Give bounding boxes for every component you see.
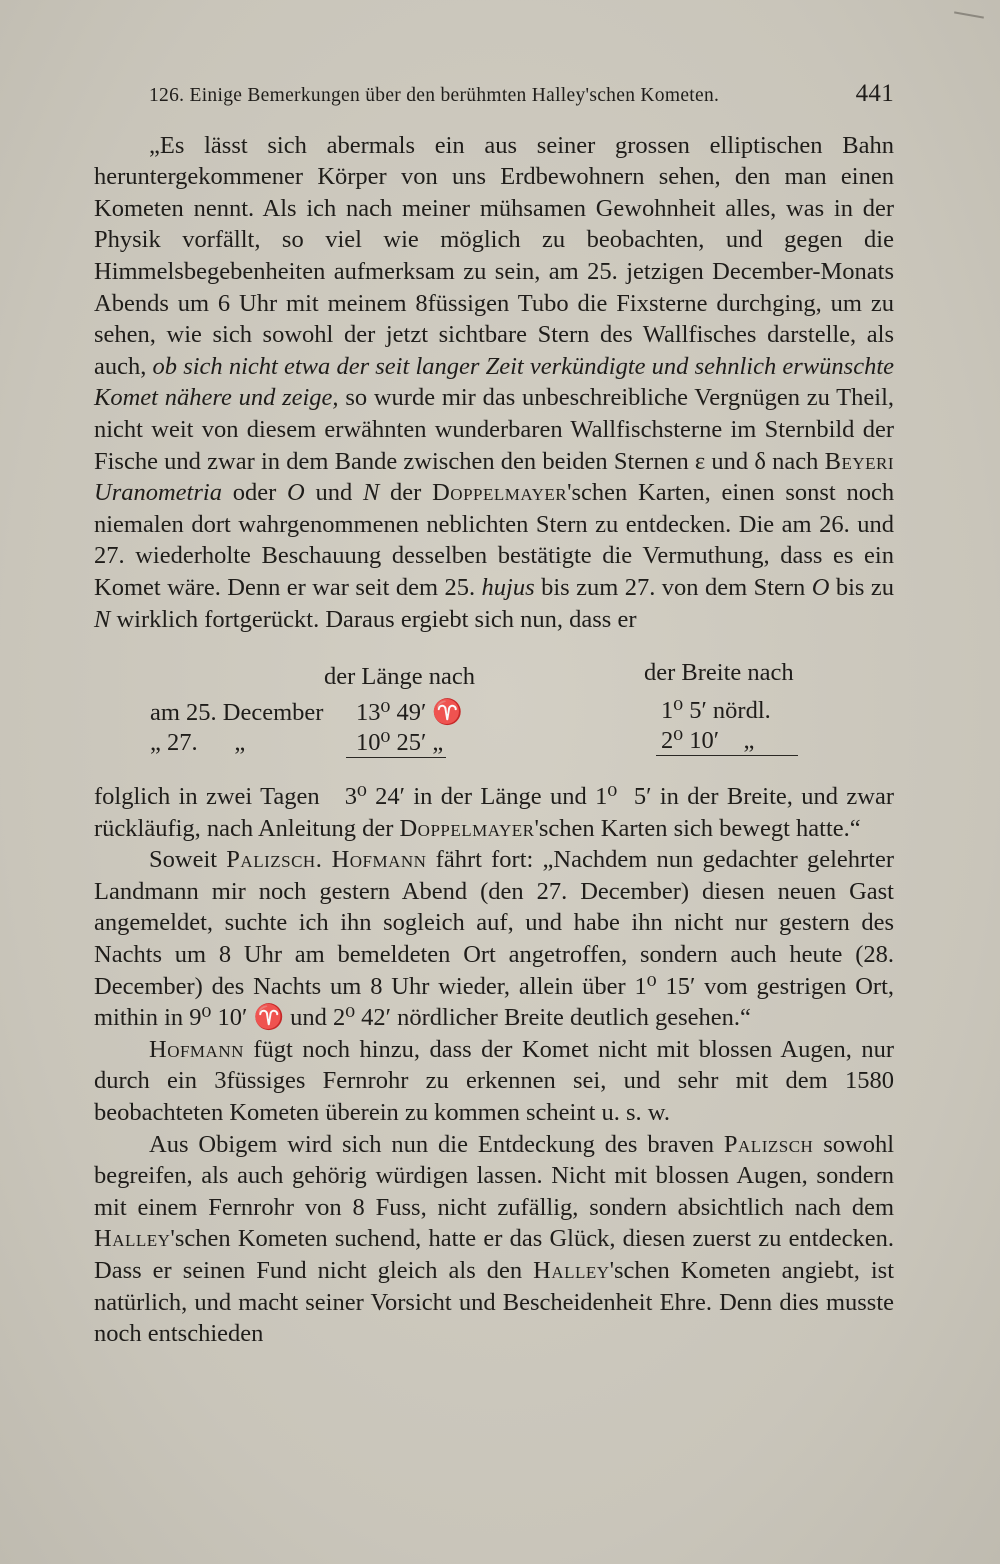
column-header-breite: der Breite nach [644,659,794,687]
page-header [94,78,894,112]
name-palizsch: Palizsch [723,1130,814,1158]
star-label: O [811,573,830,601]
work-title: Uranometria [94,479,222,507]
text-run: fügt noch hinzu, dass der Komet nicht mit blossen Augen, nur durch ein 3füssiges Fernrohr zu erkennen sei, und sehr mit dem 1580 beobachteten Kometen überein zu kommen scheint u. s. w. [94,1035,895,1127]
name-halley: Halley [533,1257,610,1284]
name-hofmann: Hofmann [149,1035,244,1063]
page-content [94,78,901,1350]
breite-27: 2⁰ 10′ „ [661,727,755,755]
name-doppelmayer: Doppelmayer [399,814,535,842]
row-label-27: „ 27. „ [150,729,246,757]
text-run: der [390,479,422,507]
laenge-25: 13⁰ 49′ ♈ [356,699,463,727]
name-beyer: Beyeri [824,447,895,475]
text-run: 'schen Kometen suchend, hatte er das Glück, diesen zuerst zu entdecken. Dass er seinen Fund nicht gleich als den [94,1225,894,1284]
text-run: Soweit [149,846,218,874]
column-header-laenge: der Länge nach [324,663,475,691]
sum-rule-breite [656,755,798,756]
star-label: N [362,479,380,507]
text-run: oder [232,479,277,507]
name-palizsch: Palizsch. [226,846,323,874]
running-title: 126. Einige Bemerkungen über den berühmten Halley'schen Kometen. [149,85,720,106]
text-run: „Es lässt sich abermals ein aus seiner grossen elliptischen Bahn heruntergekommener Körper von uns Erdbewohnern sehen, den man einen Kometen nennt. Als ich nach meiner mühsamen Gewohnheit alles, was in der Physik vorfällt, so viel wie möglich zu beobachten, und gegen die Himmelsbegebenheiten aufmerksam zu sein, am 25. jetzigen December-Monats Abends um 6 Uhr mit meinem 8füssigen Tubo die Fixsterne durchging, um zu sehen, wie sich sowohl der jetzt sichtbare Stern des Wallfisches darstelle, als auch, [94,131,894,380]
name-hofmann: Hofmann [331,846,427,874]
text-run: 'schen Karten, einen sonst noch niemalen dort wahrgenommenen neblichten Stern zu entdecken. Die am 26. und 27. wiederholte Beschauung desselben bestätigte die Vermuthung, dass es ein Komet wäre. Denn er war seit dem 25. [94,479,895,601]
text-run: sowohl begreifen, als auch gehörig würdigen lassen. Nicht mit blossen Augen, sondern mit einem Fernrohr von 8 Fuss, nicht zufällig, sondern absichtlich nach dem [94,1130,895,1221]
paragraph-result [94,781,901,844]
laenge-27: 10⁰ 25′ „ [356,729,444,757]
name-halley: Halley [94,1225,171,1253]
text-run: Aus Obigem wird sich nun die Entdeckung des braven [149,1130,714,1158]
text-run: 'schen Karten sich bewegt hatte.“ [534,814,861,842]
text-run: fährt fort: „Nachdem nun gedachter gelehrter Landmann mir noch gestern Abend (den 27. December) diesen neuen Gast angemeldet, suchte ich ihn sogleich auf, und habe ihn nicht nur gestern des Nachts um 8 Uhr am bemeldeten Ort angetroffen, sondern auch heute (28. December) des Nachts um 8 Uhr wieder, allein über 1⁰ 15′ vom gestrigen Ort, mithin in 9⁰ 10′ ♈ und 2⁰ 42′ nördlicher Breite deutlich gesehen.“ [94,846,895,1032]
text-run: so wurde mir das unbeschreibliche Vergnügen zu Theil, nicht weit von diesem erwähnten wunderbaren Wallfischsterne im Sternbild der Fische und zwar in dem Bande zwischen den beiden Sternen ε und δ nach [94,384,894,475]
paragraph-hofmann [94,844,894,1034]
breite-25: 1⁰ 5′ nördl. [661,697,771,725]
paragraph-hofmann-addition [94,1034,894,1129]
star-label: N [94,605,111,633]
text-run: bis zu [835,573,895,601]
text-run: wirklich fortgerückt. Daraus ergiebt sich nun, dass er [116,605,637,633]
page-number: 441 [855,80,894,107]
star-label: O [287,479,305,507]
text-run: und [315,479,353,507]
row-label-25: am 25. December [150,699,324,727]
italic-run: hujus [481,573,535,601]
italic-run: ob sich nicht etwa der seit langer Zeit verkündigte und sehnlich erwünschte Komet nähere und zeige, [94,352,894,412]
scan-mark [954,11,984,18]
position-table [94,661,894,781]
text-run: folglich in zwei Tagen 3⁰ 24′ in der Länge und 1⁰ 5′ in der Breite, und zwar rückläufig, nach Anleitung der [94,783,901,842]
text-run: 'schen Kometen angiebt, ist natürlich, und macht seiner Vorsicht und Bescheidenheit Ehre. Denn dies musste noch entschieden [94,1257,895,1348]
paragraph-quote-palizsch [94,130,894,636]
sum-rule-laenge [346,757,446,758]
paragraph-conclusion [94,1129,894,1350]
name-doppelmayer: Doppelmayer [432,479,568,507]
text-run: bis zum 27. von dem Stern [541,573,806,601]
